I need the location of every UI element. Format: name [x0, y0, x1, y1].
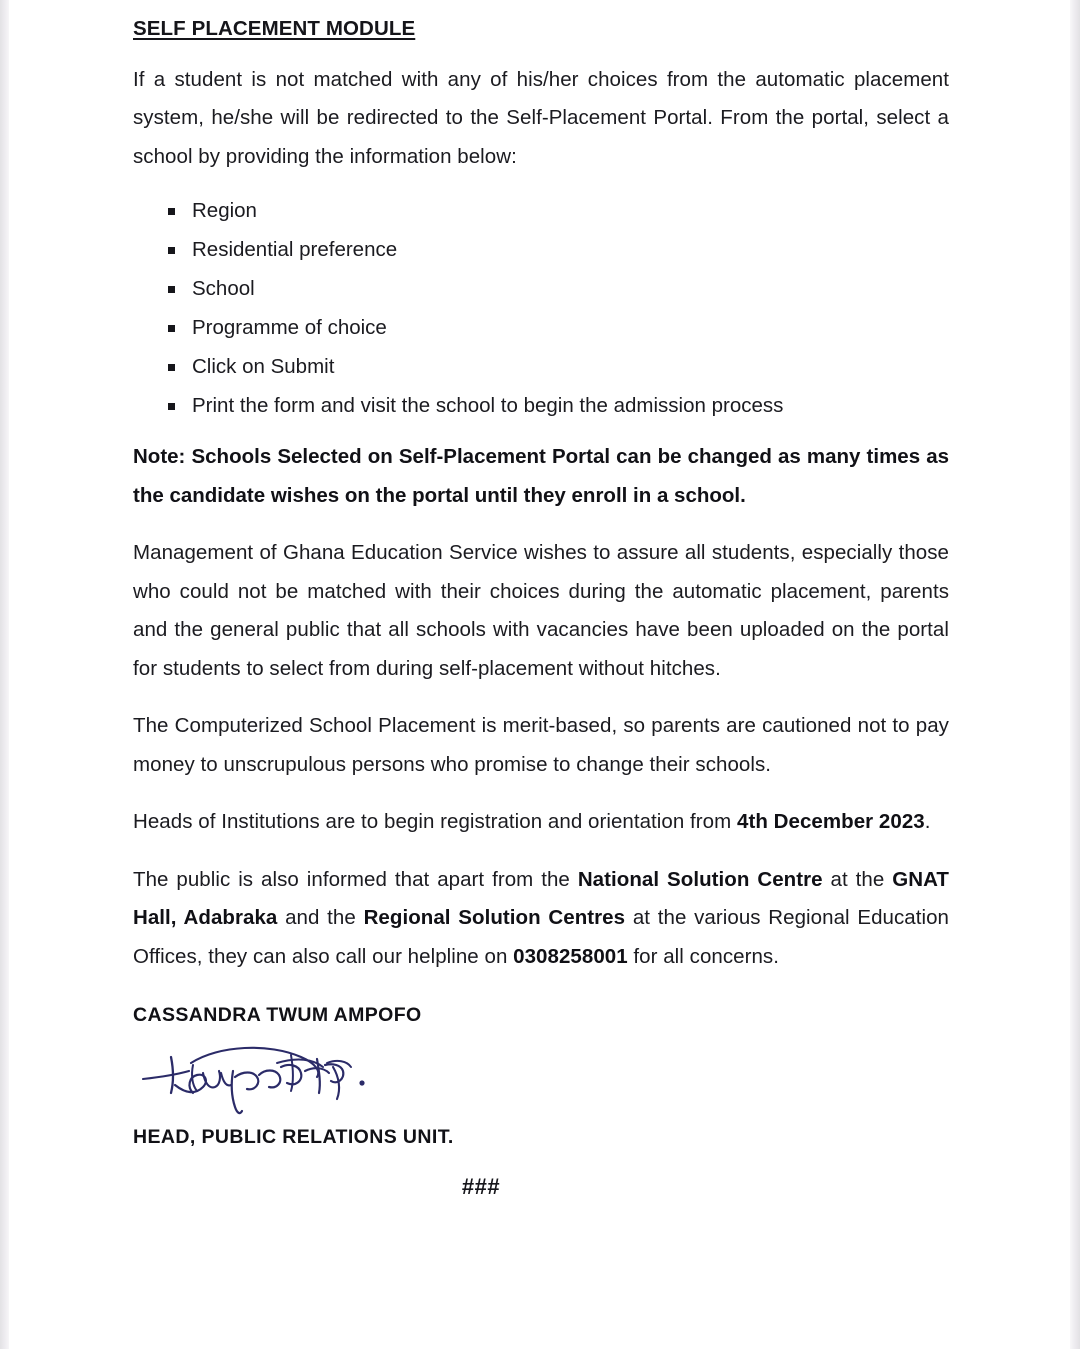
- merit-paragraph: The Computerized School Placement is merit-based, so parents are cautioned not to pay money to unscrupulous persons who promise to change their schools.: [133, 714, 949, 776]
- list-item: [133, 308, 949, 347]
- registration-paragraph: [133, 803, 949, 842]
- list-item-label: Print the form and visit the school to begin the admission process: [192, 394, 784, 418]
- list-item-label: School: [192, 277, 255, 301]
- signature-block: [133, 1033, 949, 1125]
- helpline-text-2: at the: [822, 867, 893, 891]
- regional-solution-centres-label: Regional Solution Centres: [363, 906, 626, 930]
- square-bullet-icon: [168, 247, 175, 254]
- registration-lead-text: Heads of Institutions are to begin registration and orientation from: [133, 810, 737, 834]
- page-right-edge: [1070, 0, 1080, 1349]
- list-item-label: Programme of choice: [192, 316, 387, 340]
- helpline-paragraph: [133, 861, 949, 977]
- assurance-paragraph: Management of Ghana Education Service wishes to assure all students, especially those who could not be matched with their choices during the automatic placement, parents and the general public that all schools with vacancies have been uploaded on the portal for students to select from during self-placement without hitches.: [133, 541, 949, 680]
- list-item-label: Click on Submit: [192, 355, 335, 379]
- signature-dot: [359, 1081, 364, 1086]
- square-bullet-icon: [168, 403, 175, 410]
- registration-tail-text: .: [924, 810, 931, 834]
- list-item: [133, 230, 949, 269]
- page-left-edge: [0, 0, 9, 1349]
- helpline-text-4: at the various Regional Education Offices, they can also call our helpline on: [133, 906, 949, 968]
- list-item-label: Residential preference: [192, 238, 398, 262]
- list-item: [133, 347, 949, 386]
- registration-date: 4th December 2023: [737, 810, 925, 834]
- helpline-phone-number: 0308258001: [513, 944, 628, 968]
- document-body: [133, 0, 949, 1200]
- end-of-release-mark: ###: [461, 1173, 501, 1199]
- square-bullet-icon: [168, 325, 175, 332]
- signer-title: HEAD, PUBLIC RELATIONS UNIT.: [133, 1126, 454, 1149]
- list-item-label: Region: [192, 199, 257, 223]
- list-item: [133, 191, 949, 230]
- signer-name: CASSANDRA TWUM AMPOFO: [133, 1004, 422, 1027]
- list-item: [133, 269, 949, 308]
- helpline-text-5: for all concerns.: [627, 944, 779, 968]
- handwritten-signature-icon: [141, 1037, 371, 1123]
- note-paragraph: Note: Schools Selected on Self-Placement Portal can be changed as many times as the candidate wishes on the portal until they enroll in a school.: [133, 445, 949, 507]
- page-title: SELF PLACEMENT MODULE: [133, 17, 416, 40]
- helpline-text-1: The public is also informed that apart from the: [133, 867, 578, 891]
- list-item: [133, 386, 949, 425]
- intro-paragraph: If a student is not matched with any of his/her choices from the automatic placement system, he/she will be redirected to the Self-Placement Portal. From the portal, select a school by providing the information below:: [133, 67, 949, 168]
- gnat-hall-label: GNAT Hall, Adabraka: [133, 867, 949, 930]
- requirements-list: [133, 191, 949, 425]
- square-bullet-icon: [168, 364, 175, 371]
- square-bullet-icon: [168, 208, 175, 215]
- square-bullet-icon: [168, 286, 175, 293]
- national-solution-centre-label: National Solution Centre: [577, 867, 823, 891]
- helpline-text-3: and the: [277, 906, 364, 930]
